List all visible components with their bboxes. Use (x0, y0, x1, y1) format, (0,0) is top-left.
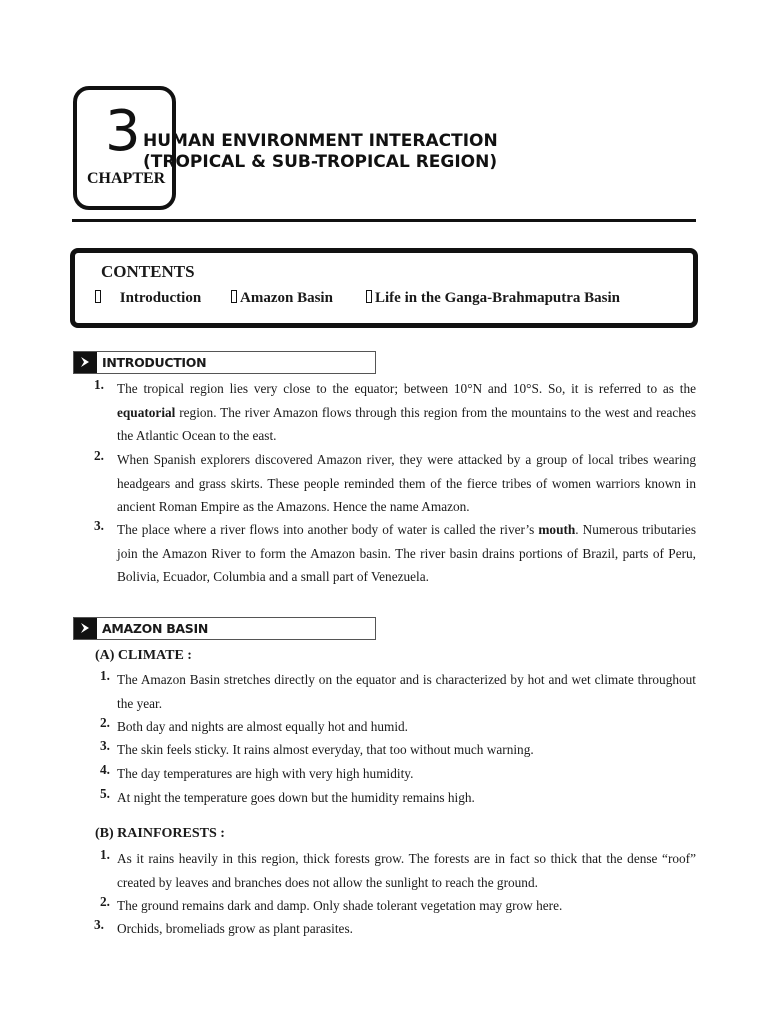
item-number: 3. (100, 738, 110, 753)
bullet-box-icon (95, 290, 101, 303)
climate-item-1 (70, 668, 696, 716)
item-number: 1. (100, 668, 110, 683)
chapter-title-line2: (TROPICAL & SUB-TROPICAL REGION) (143, 152, 498, 172)
chapter-number: 3 (105, 99, 141, 164)
item-text: The Amazon Basin stretches directly on the equator and is characterized by hot and wet climate throughout the year. (117, 672, 696, 711)
section-heading-amazon-basin (73, 617, 376, 640)
title-divider (72, 219, 696, 222)
item-text: . Numerous tributaries join the Amazon River to form the Amazon basin. The river basin drains portions of Brazil, parts of Peru, Bolivia, Ecuador, Columbia and a small part of Venezuela. (117, 522, 696, 585)
item-text: At night the temperature goes down but the humidity remains high. (117, 790, 475, 805)
item-bold-term: equatorial (117, 404, 176, 420)
intro-item-2 (70, 448, 696, 519)
item-text: As it rains heavily in this region, thick forests grow. The forests are in fact so thick that the dense “roof” created by leaves and branches does not allow the sunlight to reach the ground. (117, 851, 696, 890)
section-heading-label: AMAZON BASIN (102, 621, 209, 636)
contents-item-amazon-basin[interactable] (231, 290, 333, 307)
section-heading-introduction (73, 351, 376, 374)
intro-item-1 (70, 377, 696, 448)
item-text: Both day and nights are almost equally hot and humid. (117, 719, 409, 734)
item-number: 1. (100, 847, 110, 862)
item-number: 5. (100, 786, 110, 801)
subheading-climate: (A) CLIMATE : (95, 648, 192, 663)
item-text: The skin feels sticky. It rains almost everyday, that too without much warning. (117, 742, 534, 757)
item-text: The tropical region lies very close to the equator; between 10°N and 10°S. So, it is referred to as the (117, 381, 696, 396)
item-number: 2. (100, 715, 110, 730)
climate-item-3 (70, 738, 696, 762)
item-number: 4. (100, 762, 110, 777)
item-text: Orchids, bromeliads grow as plant parasites. (117, 921, 353, 936)
subheading-rainforests: (B) RAINFORESTS : (95, 826, 225, 841)
item-text: When Spanish explorers discovered Amazon river, they were attacked by a group of local tribes wearing headgears and grass skirts. These people reminded them of the fierce tribes of women warriors known in ancient Roman Empire as the Amazons. Hence the name Amazon. (117, 452, 696, 515)
section-heading-label: INTRODUCTION (102, 355, 207, 370)
chapter-label: CHAPTER (87, 170, 166, 187)
contents-item-introduction[interactable] (95, 290, 201, 307)
item-bold-term: mouth (538, 522, 576, 537)
rainforest-item-1 (70, 847, 696, 895)
contents-item-ganga-brahmaputra[interactable] (366, 290, 620, 307)
item-number: 2. (94, 448, 104, 463)
climate-item-5 (70, 786, 696, 810)
arrow-icon (74, 352, 97, 373)
chapter-title-line1: HUMAN ENVIRONMENT INTERACTION (143, 131, 498, 151)
contents-item-label: Amazon Basin (240, 290, 333, 306)
contents-item-label: Introduction (119, 290, 202, 306)
item-number: 1. (94, 377, 104, 392)
arrow-icon (74, 618, 97, 639)
item-text: The ground remains dark and damp. Only shade tolerant vegetation may grow here. (117, 898, 563, 913)
contents-title: CONTENTS (101, 262, 195, 281)
item-number: 3. (94, 917, 104, 932)
rainforest-item-2 (70, 894, 696, 918)
rainforest-item-3 (70, 917, 696, 941)
climate-item-2 (70, 715, 696, 739)
chapter-title (143, 131, 498, 173)
contents-box (70, 248, 698, 328)
climate-item-4 (70, 762, 696, 786)
intro-item-3 (70, 518, 696, 589)
bullet-box-icon (366, 290, 372, 303)
bullet-box-icon (231, 290, 237, 303)
item-text: The place where a river flows into another body of water is called the river’s (117, 522, 539, 537)
item-text: region. The river Amazon flows through this region from the mountains to the west and reaches the Atlantic Ocean to the east. (117, 404, 696, 444)
item-text: The day temperatures are high with very high humidity. (117, 766, 414, 781)
item-number: 3. (94, 518, 104, 533)
contents-item-label: Life in the Ganga-Brahmaputra Basin (375, 290, 621, 306)
item-number: 2. (100, 894, 110, 909)
